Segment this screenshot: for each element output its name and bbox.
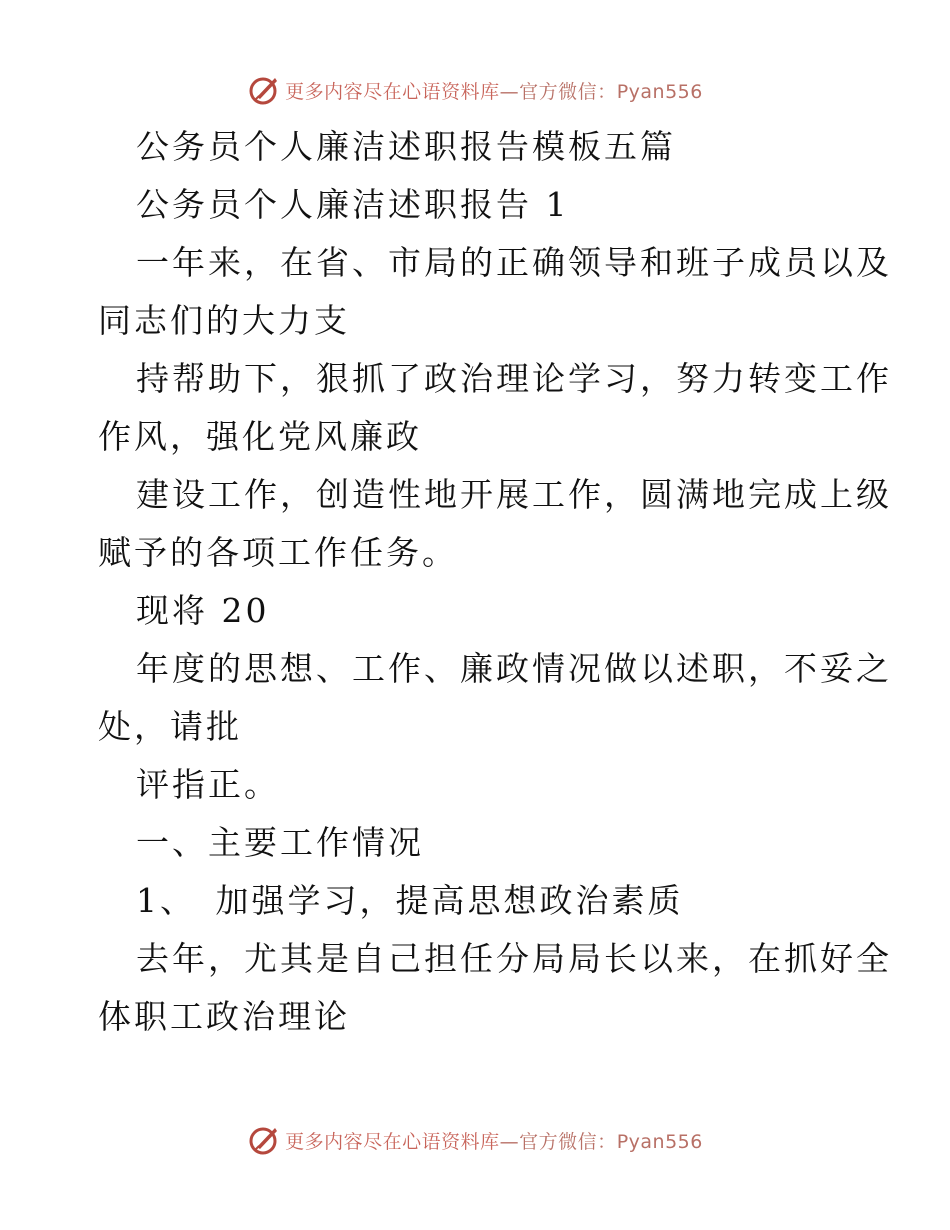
text-line: 公务员个人廉洁述职报告模板五篇 — [136, 127, 676, 166]
quill-logo-icon — [247, 1123, 281, 1157]
watermark-dash: — — [499, 80, 520, 103]
text-line: 赋予的各项工作任务。 — [98, 533, 458, 572]
watermark-dash: — — [499, 1130, 520, 1153]
text-line: 作风，强化党风廉政 — [98, 417, 422, 456]
text-line: 处，请批 — [98, 707, 242, 746]
document-body — [98, 118, 892, 1046]
watermark-wechat-label: 官方微信： — [519, 1130, 617, 1153]
text-line: 一年来，在省、市局的正确领导和班子成员以及 — [136, 243, 892, 282]
watermark-site-text: 更多内容尽在心语资料库 — [285, 1130, 500, 1153]
header-watermark — [0, 70, 950, 110]
footer-watermark — [0, 1120, 950, 1160]
text-line: 1、 加强学习，提高思想政治素质 — [136, 881, 684, 920]
text-line: 去年，尤其是自己担任分局局长以来，在抓好全 — [136, 939, 892, 978]
watermark-text — [285, 1127, 703, 1154]
text-line: 持帮助下，狠抓了政治理论学习，努力转变工作 — [136, 359, 892, 398]
text-line: 公务员个人廉洁述职报告 1 — [136, 185, 570, 224]
text-line: 体职工政治理论 — [98, 997, 350, 1036]
text-line: 评指正。 — [136, 765, 280, 804]
text-line: 年度的思想、工作、廉政情况做以述职，不妥之 — [136, 649, 892, 688]
watermark-wechat-id: Pyan556 — [616, 1130, 703, 1153]
watermark-site-text: 更多内容尽在心语资料库 — [285, 80, 500, 103]
watermark-wechat-id: Pyan556 — [616, 80, 703, 103]
watermark-wechat-label: 官方微信： — [519, 80, 617, 103]
text-line: 一、主要工作情况 — [136, 823, 424, 862]
text-line: 建设工作，创造性地开展工作，圆满地完成上级 — [136, 475, 892, 514]
text-line: 现将 20 — [136, 591, 270, 630]
watermark-text — [285, 77, 703, 104]
text-line: 同志们的大力支 — [98, 301, 350, 340]
quill-logo-icon — [247, 73, 281, 107]
